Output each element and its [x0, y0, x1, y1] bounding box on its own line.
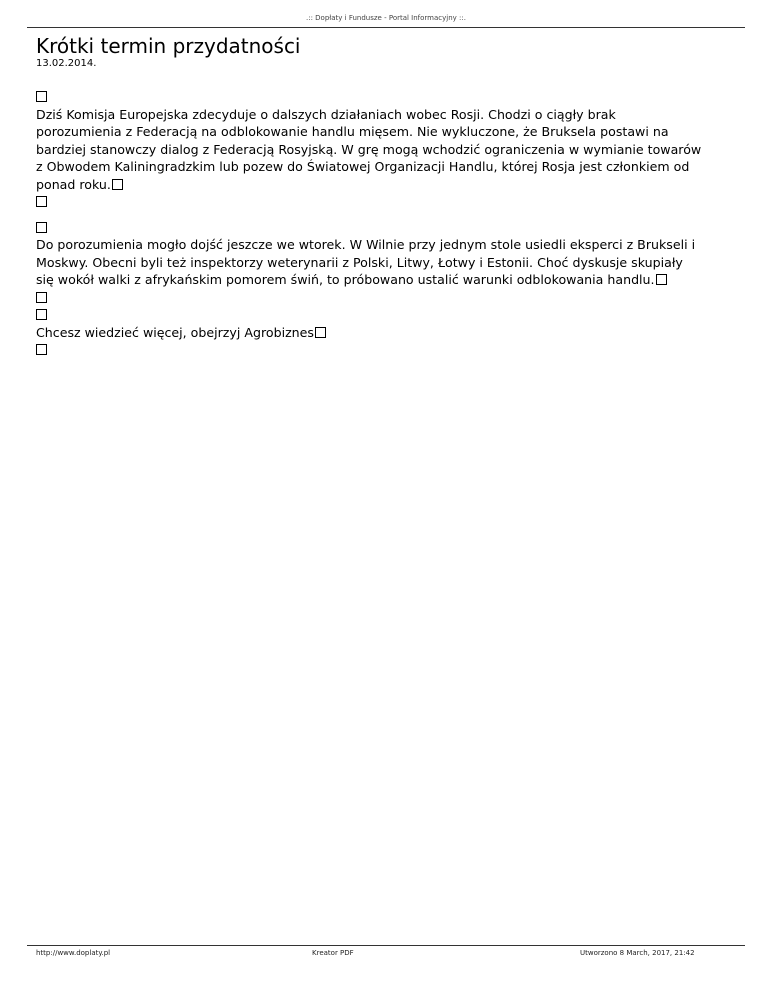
footer-divider [27, 945, 745, 946]
missing-glyph-icon [36, 309, 47, 320]
paragraph-line-text: ponad roku. [36, 176, 111, 192]
footer-created-date: Utworzono 8 March, 2017, 21:42 [580, 949, 695, 957]
article-body [36, 88, 736, 359]
article [36, 34, 736, 359]
header-divider [27, 27, 745, 28]
missing-glyph-icon [112, 179, 123, 190]
paragraph-line: bardziej stanowczy dialog z Federacją Rosyjską. W grę mogą wchodzić ograniczenia w wymianie towarów [36, 141, 702, 157]
article-title: Krótki termin przydatności [36, 34, 301, 58]
placeholder-glyph-row [36, 88, 736, 106]
paragraph-line: Moskwy. Obecni byli też inspektorzy weterynarii z Polski, Litwy, Łotwy i Estonii. Choć dyskusje skupiały [36, 254, 683, 270]
footer-url-link[interactable]: http://www.doplaty.pl [36, 949, 111, 957]
missing-glyph-icon [36, 91, 47, 102]
missing-glyph-icon [36, 292, 47, 303]
paragraph-line: Dziś Komisja Europejska zdecyduje o dalszych działaniach wobec Rosji. Chodzi o ciągły brak [36, 106, 616, 122]
placeholder-glyph-row [36, 193, 736, 211]
site-header-title: .:: Dopłaty i Fundusze - Portal Informacyjny ::. [306, 14, 466, 22]
missing-glyph-icon [36, 196, 47, 207]
missing-glyph-icon [656, 274, 667, 285]
placeholder-glyph-row [36, 341, 736, 359]
paragraph-line: porozumienia z Federacją na odblokowanie handlu mięsem. Nie wykluczone, że Bruksela postawi na [36, 124, 669, 139]
paragraph-2 [36, 236, 736, 289]
paragraph-line-last [36, 176, 736, 194]
missing-glyph-icon [36, 344, 47, 355]
missing-glyph-icon [36, 222, 47, 233]
placeholder-glyph-row [36, 219, 736, 237]
placeholder-glyph-row [36, 289, 736, 307]
placeholder-glyph-row [36, 306, 736, 324]
closing-line [36, 324, 736, 342]
closing-text: Chcesz wiedzieć więcej, obejrzyj Agrobiznes [36, 324, 314, 340]
paragraph-line-last [36, 271, 736, 289]
missing-glyph-icon [315, 327, 326, 338]
paragraph-line: Do porozumienia mogło dojść jeszcze we wtorek. W Wilnie przy jednym stole usiedli eksperci z Brukseli i [36, 237, 696, 252]
paragraph-line: z Obwodem Kaliningradzkim lub pozew do Światowej Organizacji Handlu, której Rosja jest członkiem od [36, 159, 690, 174]
footer-generator: Kreator PDF [312, 949, 354, 957]
paragraph-line-text: się wokół walki z afrykańskim pomorem świń, to próbowano ustalić warunki odblokowania handlu. [36, 272, 655, 287]
paragraph-1 [36, 106, 736, 194]
paragraph-gap [36, 211, 736, 219]
article-date: 13.02.2014. [36, 58, 97, 69]
